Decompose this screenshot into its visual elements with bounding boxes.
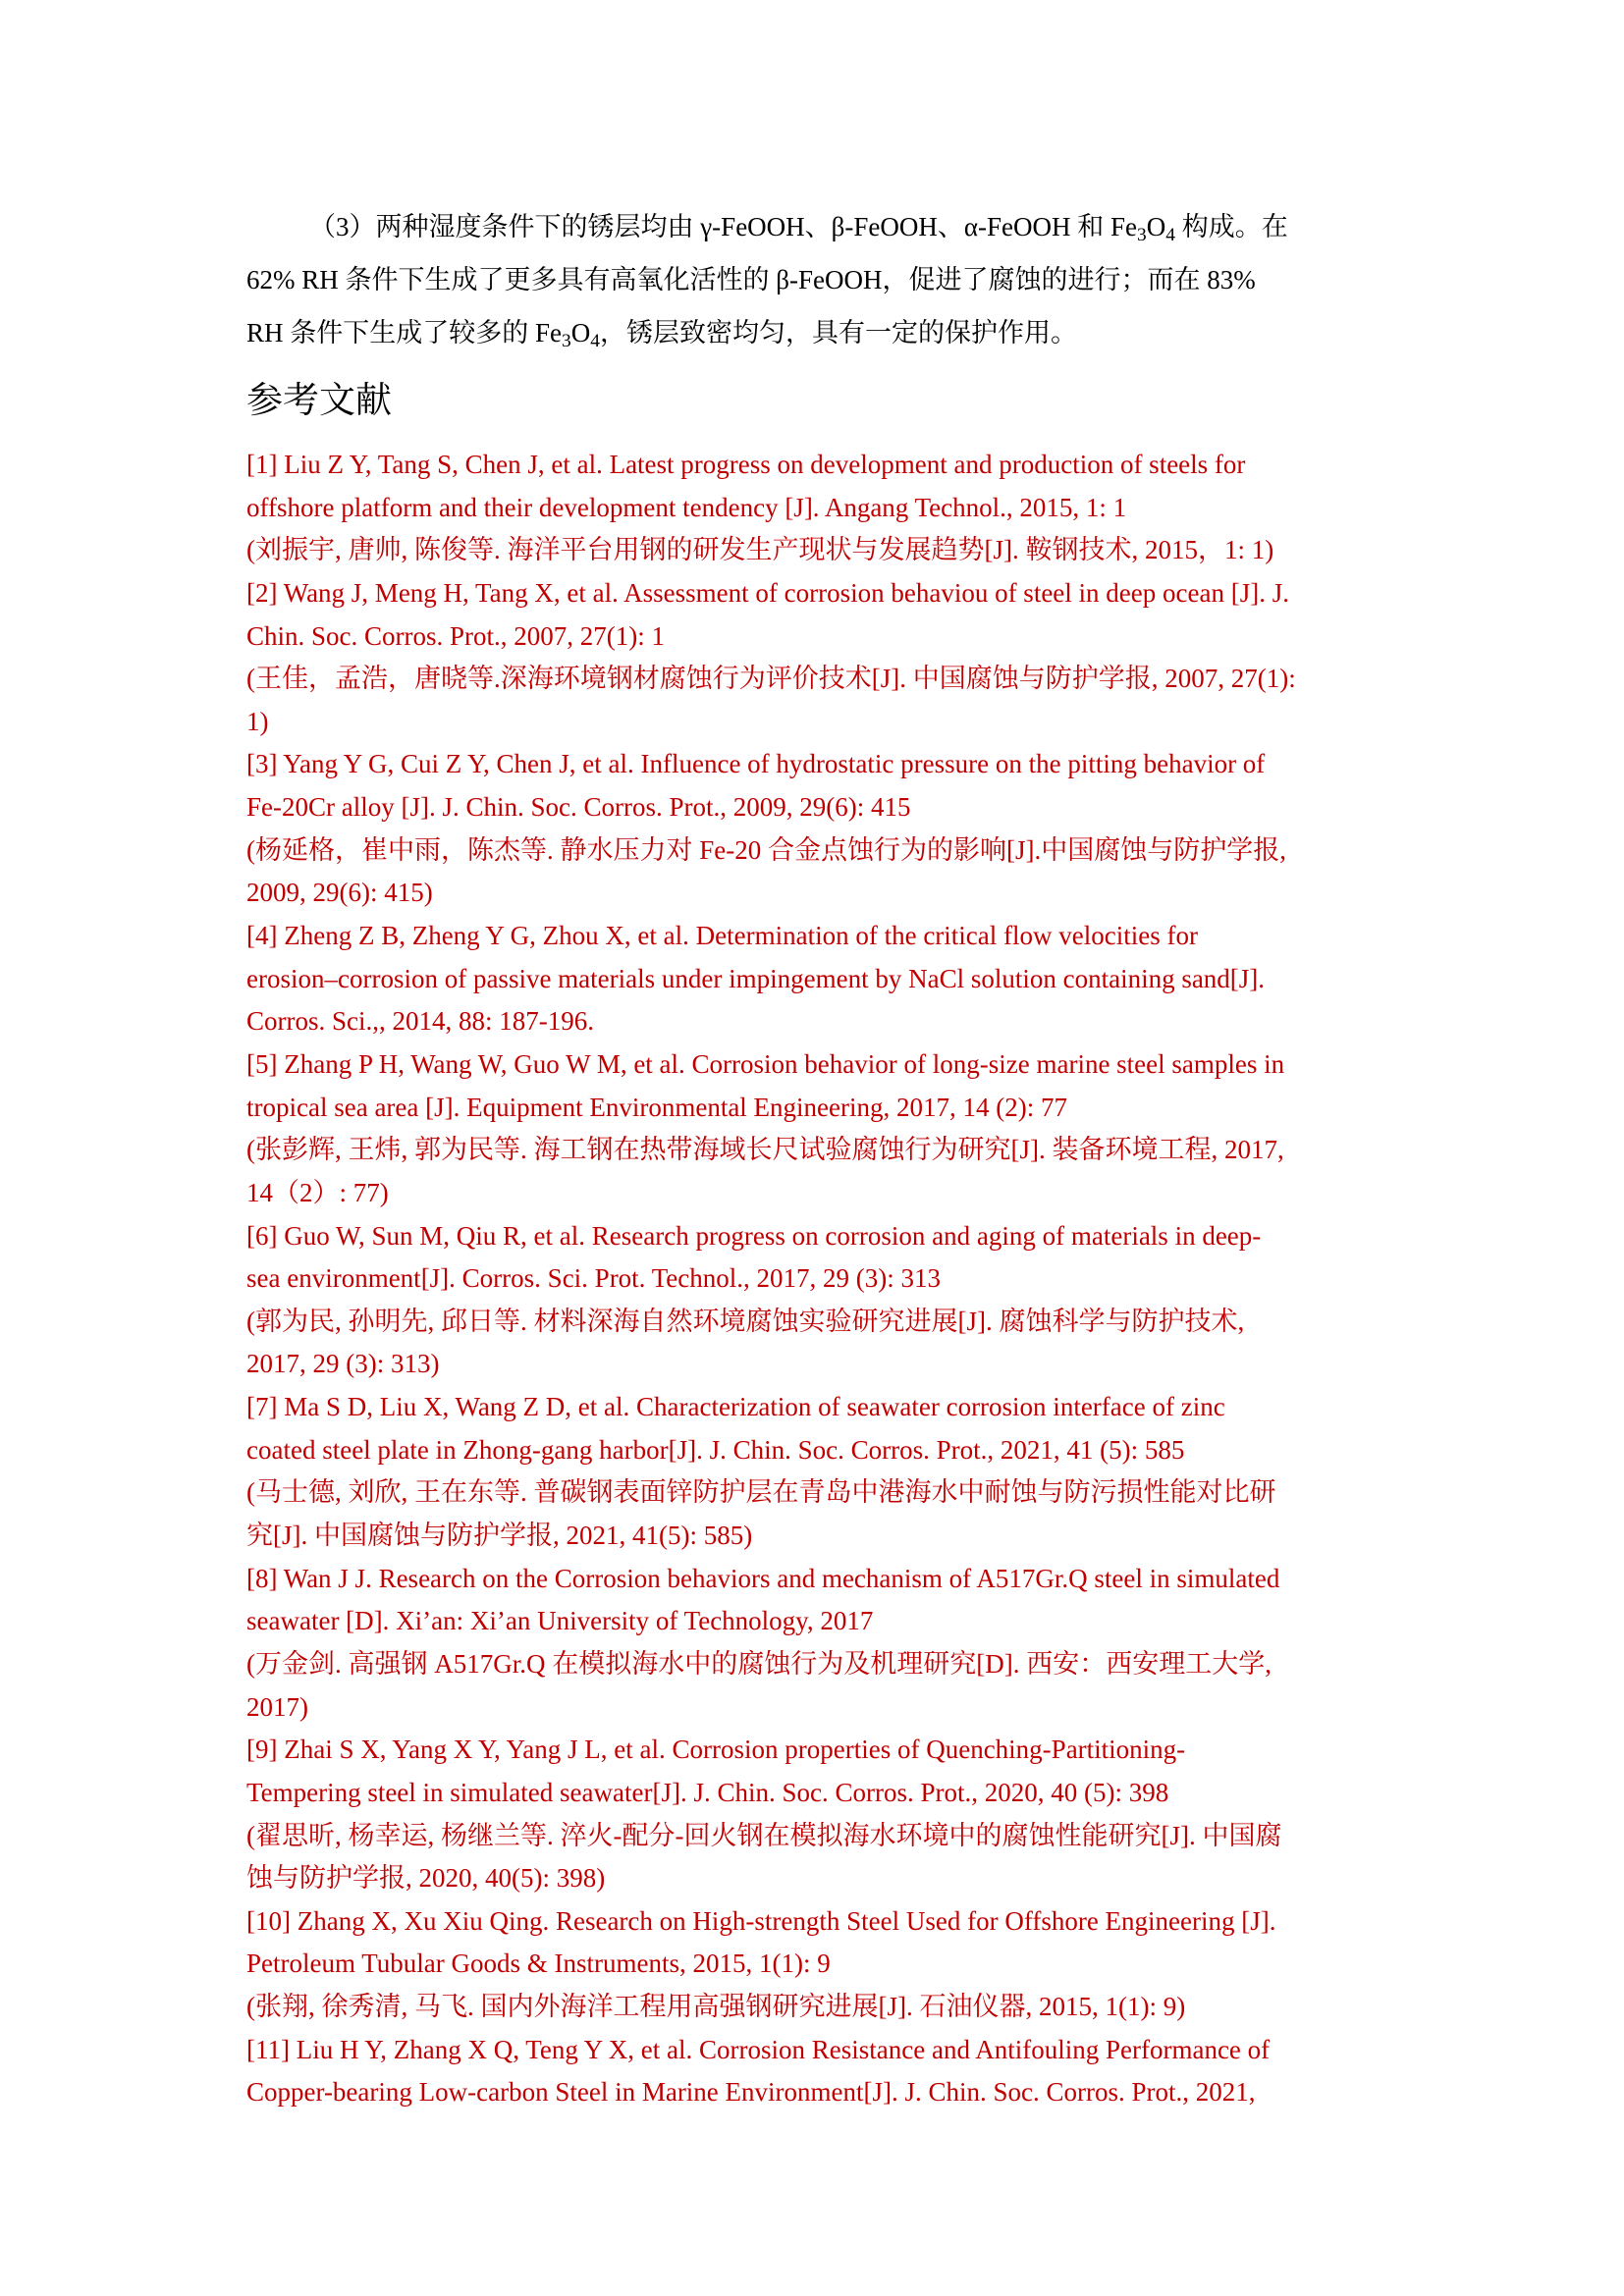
conclusion-text: ，锈层致密均匀，具有一定的保护作用。	[599, 318, 1077, 347]
reference-line: 2009, 29(6): 415)	[246, 878, 433, 908]
reference-line: [1] Liu Z Y, Tang S, Chen J, et al. Latest progress on development and production of steels for	[246, 450, 1246, 479]
reference-line: 1)	[246, 706, 269, 736]
conclusion-text: 62% RH 条件下生成了更多具有高氧化活性的 β-FeOOH，促进了腐蚀的进行；而在 83%	[246, 265, 1256, 294]
reference-line: (郭为民, 孙明先, 邱日等. 材料深海自然环境腐蚀实验研究进展[J]. 腐蚀科学与防护技术,	[246, 1306, 1245, 1336]
reference-item	[246, 572, 1395, 744]
subscript: 4	[1165, 224, 1175, 245]
reference-line: Fe-20Cr alloy [J]. J. Chin. Soc. Corros. Prot., 2009, 29(6): 415	[246, 792, 911, 823]
reference-line: [11] Liu H Y, Zhang X Q, Teng Y X, et al. Corrosion Resistance and Antifouling Performance of	[246, 2034, 1271, 2064]
conclusion-text: （3）两种湿度条件下的锈层均由 γ-FeOOH、β-FeOOH、α-FeOOH 和 Fe	[309, 212, 1138, 241]
reference-line: [2] Wang J, Meng H, Tang X, et al. Assessment of corrosion behaviou of steel in deep ocean [J]. J.	[246, 577, 1289, 608]
reference-list	[246, 444, 1395, 2114]
reference-item	[246, 915, 1395, 1043]
conclusion-text: RH 条件下生成了较多的 Fe	[246, 318, 563, 347]
reference-line: Tempering steel in simulated seawater[J]. J. Chin. Soc. Corros. Prot., 2020, 40 (5): 398	[246, 1777, 1169, 1807]
subscript: 4	[590, 330, 600, 351]
reference-line: Copper-bearing Low-carbon Steel in Marine Environment[J]. J. Chin. Soc. Corros. Prot., 2021,	[246, 2077, 1256, 2108]
reference-item	[246, 2029, 1395, 2114]
reference-line: [4] Zheng Z B, Zheng Y G, Zhou X, et al. Determination of the critical flow velocities for	[246, 921, 1198, 951]
conclusion-text: 构成。在	[1174, 212, 1288, 241]
reference-line: erosion–corrosion of passive materials under impingement by NaCl solution containing sand[J].	[246, 963, 1266, 993]
reference-line: Chin. Soc. Corros. Prot., 2007, 27(1): 1	[246, 620, 666, 651]
conclusion-line	[246, 306, 1387, 359]
reference-line: (王佳，孟浩，唐晓等.深海环境钢材腐蚀行为评价技术[J]. 中国腐蚀与防护学报, 2007, 27(1):	[246, 664, 1296, 694]
reference-line: (杨延格，崔中雨，陈杰等. 静水压力对 Fe-20 合金点蚀行为的影响[J].中国腐蚀与防护学报,	[246, 834, 1286, 865]
reference-line: [8] Wan J J. Research on the Corrosion behaviors and mechanism of A517Gr.Q steel in simulated	[246, 1563, 1280, 1593]
reference-line: [3] Yang Y G, Cui Z Y, Chen J, et al. Influence of hydrostatic pressure on the pitting behavior of	[246, 749, 1266, 779]
reference-item	[246, 1386, 1395, 1558]
reference-line: (万金剑. 高强钢 A517Gr.Q 在模拟海水中的腐蚀行为及机理研究[D]. 西安：西安理工大学,	[246, 1648, 1272, 1679]
conclusion-line	[246, 200, 1387, 253]
reference-item	[246, 1558, 1395, 1730]
reference-line: coated steel plate in Zhong-gang harbor[J]. J. Chin. Soc. Corros. Prot., 2021, 41 (5): 585	[246, 1434, 1185, 1465]
reference-line: [7] Ma S D, Liu X, Wang Z D, et al. Characterization of seawater corrosion interface of zinc	[246, 1392, 1225, 1422]
conclusion-text: O	[570, 318, 591, 347]
conclusion-text: O	[1146, 212, 1166, 241]
reference-item	[246, 743, 1395, 915]
conclusion-line	[246, 253, 1387, 306]
reference-line: Corros. Sci.,, 2014, 88: 187-196.	[246, 1006, 594, 1037]
reference-line: 究[J]. 中国腐蚀与防护学报, 2021, 41(5): 585)	[246, 1521, 753, 1551]
reference-item	[246, 1729, 1395, 1900]
reference-line: sea environment[J]. Corros. Sci. Prot. Technol., 2017, 29 (3): 313	[246, 1263, 942, 1294]
reference-line: (张彭辉, 王炜, 郭为民等. 海工钢在热带海域长尺试验腐蚀行为研究[J]. 装备环境工程, 2017,	[246, 1135, 1284, 1165]
conclusion-paragraph	[246, 200, 1387, 359]
reference-item	[246, 1043, 1395, 1215]
reference-line: [5] Zhang P H, Wang W, Guo W M, et al. Corrosion behavior of long-size marine steel samples in	[246, 1048, 1285, 1079]
reference-line: 2017, 29 (3): 313)	[246, 1349, 440, 1379]
reference-item	[246, 1215, 1395, 1387]
reference-line: [10] Zhang X, Xu Xiu Qing. Research on High-strength Steel Used for Offshore Engineering [J].	[246, 1905, 1276, 1936]
reference-line: [9] Zhai S X, Yang X Y, Yang J L, et al. Corrosion properties of Quenching-Partitioning-	[246, 1735, 1186, 1765]
reference-line: offshore platform and their development tendency [J]. Angang Technol., 2015, 1: 1	[246, 492, 1127, 522]
reference-line: (马士德, 刘欣, 王在东等. 普碳钢表面锌防护层在青岛中港海水中耐蚀与防污损性能对比研	[246, 1477, 1276, 1508]
reference-line: 2017)	[246, 1691, 308, 1722]
reference-line: (翟思昕, 杨幸运, 杨继兰等. 淬火-配分-回火钢在模拟海水环境中的腐蚀性能研究[J]. 中国腐	[246, 1820, 1282, 1850]
reference-line: tropical sea area [J]. Equipment Environmental Engineering, 2017, 14 (2): 77	[246, 1092, 1067, 1122]
reference-line: 蚀与防护学报, 2020, 40(5): 398)	[246, 1863, 606, 1894]
reference-line: seawater [D]. Xi’an: Xi’an University of Technology, 2017	[246, 1606, 874, 1636]
reference-line: 14（2）: 77)	[246, 1177, 389, 1207]
reference-line: (张翔, 徐秀清, 马飞. 国内外海洋工程用高强钢研究进展[J]. 石油仪器, 2015, 1(1): 9)	[246, 1992, 1186, 2022]
reference-line: [6] Guo W, Sun M, Qiu R, et al. Research progress on corrosion and aging of materials in deep-	[246, 1220, 1262, 1251]
subscript: 3	[1137, 224, 1147, 245]
reference-item	[246, 444, 1395, 572]
subscript: 3	[562, 330, 571, 351]
reference-item	[246, 1900, 1395, 2029]
reference-line: Petroleum Tubular Goods & Instruments, 2015, 1(1): 9	[246, 1949, 831, 1979]
references-heading: 参考文献	[246, 379, 392, 421]
reference-line: (刘振宇, 唐帅, 陈俊等. 海洋平台用钢的研发生产现状与发展趋势[J]. 鞍钢技术, 2015，1: 1)	[246, 535, 1274, 565]
